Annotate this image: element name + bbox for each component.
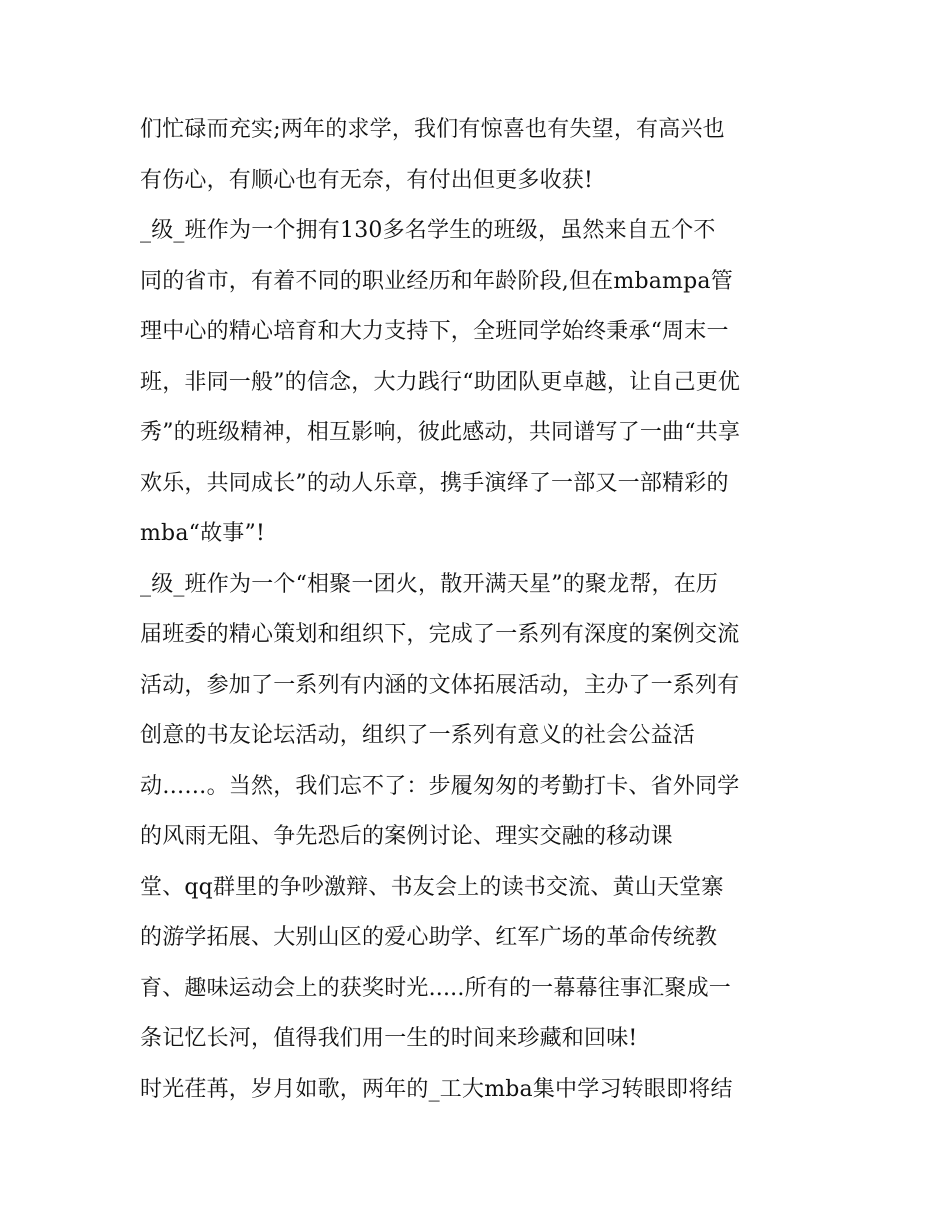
text-line: 有伤心，有顺心也有无奈，有付出但更多收获! (140, 167, 594, 193)
text-line: 育、趣味运动会上的获奖时光.....所有的一幕幕往事汇聚成一 (140, 975, 731, 1001)
text-line: 们忙碌而充实;两年的求学，我们有惊喜也有失望，有高兴也 (140, 117, 725, 142)
text-line: _级_班作为一个拥有130多名学生的班级，虽然来自五个不 (140, 218, 716, 243)
text-line: 堂、qq群里的争吵激辩、书友会上的读书交流、黄山天堂寨 (140, 874, 724, 900)
text-line: 班，非同一般”的信念，大力践行“助团队更卓越，让自己更优 (140, 369, 741, 395)
text-line: 的风雨无阻、争先恐后的案例讨论、理实交融的移动课 (140, 824, 673, 849)
text-line: 同的省市，有着不同的职业经历和年龄阶段,但在mbampa管 (140, 268, 733, 294)
document-body (140, 105, 820, 1115)
text-line: _级_班作为一个“相聚一团火，散开满天星”的聚龙帮，在历 (140, 571, 719, 597)
text-line: 理中心的精心培育和大力支持下，全班同学始终秉承“周末一 (140, 319, 729, 344)
text-line: 届班委的精心策划和组织下，完成了一系列有深度的案例交流 (140, 622, 740, 647)
text-line: 秀”的班级精神，相互影响，彼此感动，共同谱写了一曲“共享 (140, 420, 741, 445)
text-line: mba“故事”! (140, 521, 265, 546)
text-line: 的游学拓展、大别山区的爱心助学、红军广场的革命传统教 (140, 925, 718, 950)
text-line: 创意的书友论坛活动，组织了一系列有意义的社会公益活 (140, 723, 696, 748)
text-line: 欢乐，共同成长”的动人乐章，携手演绎了一部又一部精彩的 (140, 470, 729, 496)
text-line: 动……。当然，我们忘不了：步履匆匆的考勤打卡、省外同学 (140, 773, 740, 799)
text-line: 时光荏苒，岁月如歌，两年的_工大mba集中学习转眼即将结 (140, 1076, 733, 1102)
text-line: 活动，参加了一系列有内涵的文体拓展活动，主办了一系列有 (140, 672, 740, 698)
text-line: 条记忆长河，值得我们用一生的时间来珍藏和回味! (140, 1026, 638, 1051)
